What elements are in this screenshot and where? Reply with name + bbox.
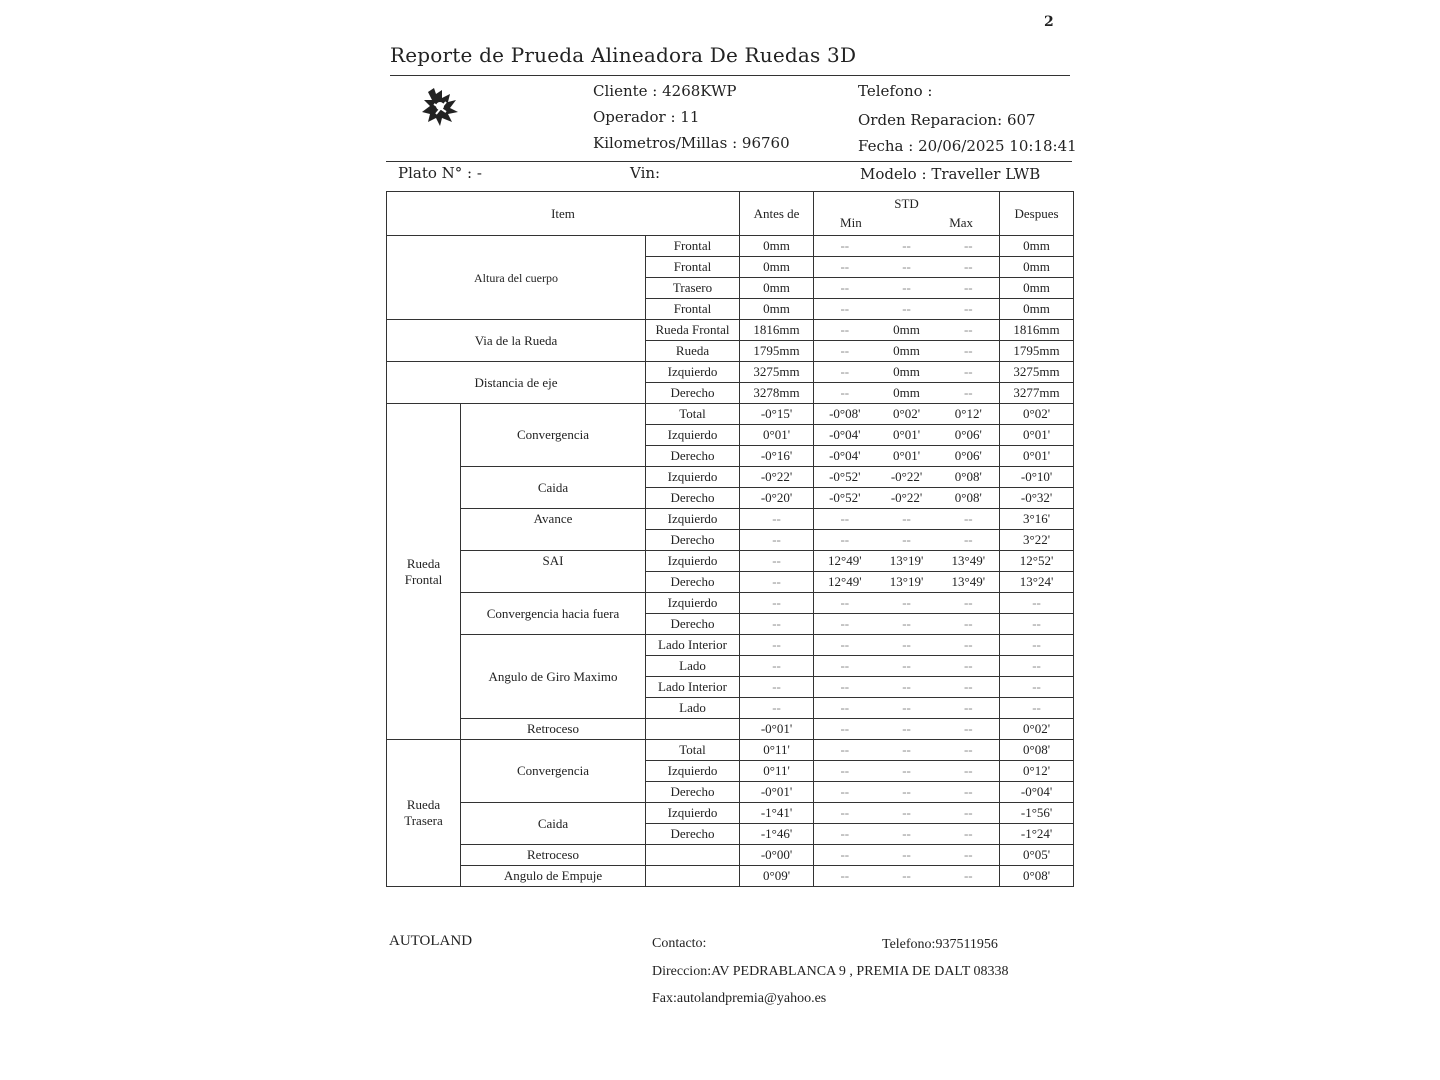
cell-max: -- [938, 740, 1000, 761]
telefono-label: Telefono : [858, 82, 933, 100]
cell-antes: -1°46' [740, 824, 814, 845]
cell-despues: -1°24' [1000, 824, 1074, 845]
table-row [387, 509, 1074, 530]
cell-sub: Lado Interior [646, 677, 740, 698]
cell-sub: Lado [646, 656, 740, 677]
cell-max: -- [938, 614, 1000, 635]
cell-min: -- [814, 719, 876, 740]
group-distancia: Distancia de eje [387, 362, 646, 404]
operador-label: Operador : [593, 108, 676, 126]
cell-std: -- [876, 278, 938, 299]
table-row [387, 467, 1074, 488]
cell-sub: Derecho [646, 446, 740, 467]
header-std-max: Max [949, 215, 974, 230]
footer-contacto-label: Contacto: [652, 936, 707, 951]
cell-despues: 3°22' [1000, 530, 1074, 551]
alignment-table [386, 191, 1074, 887]
table-row [387, 404, 1074, 425]
cell-antes: -- [740, 635, 814, 656]
cell-std: -- [876, 635, 938, 656]
cell-std: -- [876, 509, 938, 530]
cell-sub: Derecho [646, 572, 740, 593]
cell-std: -- [876, 698, 938, 719]
cell-min: -0°04' [814, 425, 876, 446]
group-caida-trasera: Caida [461, 803, 646, 845]
cell-sub [646, 845, 740, 866]
table-row [387, 740, 1074, 761]
footer-direccion: Direccion:AV PEDRABLANCA 9 , PREMIA DE DALT 08338 [652, 964, 1009, 979]
fecha-label: Fecha : [858, 137, 914, 155]
modelo-label: Modelo : [860, 165, 927, 183]
cell-min: -- [814, 383, 876, 404]
orden-field [858, 111, 1036, 129]
operador-field [593, 108, 699, 126]
cell-antes: 0mm [740, 236, 814, 257]
group-via: Via de la Rueda [387, 320, 646, 362]
cell-sub: Trasero [646, 278, 740, 299]
cell-antes: -0°01' [740, 782, 814, 803]
plato-value: - [476, 164, 482, 182]
cell-antes: -0°20' [740, 488, 814, 509]
cliente-label: Cliente : [593, 82, 658, 100]
cell-std: -0°22' [876, 467, 938, 488]
cell-std: -- [876, 803, 938, 824]
cell-sub: Derecho [646, 614, 740, 635]
table-row [387, 593, 1074, 614]
cell-antes: -- [740, 656, 814, 677]
cell-despues: 0°05' [1000, 845, 1074, 866]
cell-max: -- [938, 236, 1000, 257]
cell-despues: 3°16' [1000, 509, 1074, 530]
cell-sub: Derecho [646, 782, 740, 803]
cell-despues: -1°56' [1000, 803, 1074, 824]
cell-min: -- [814, 824, 876, 845]
cell-std: -- [876, 824, 938, 845]
cell-despues: 0°08' [1000, 866, 1074, 887]
cell-sub: Izquierdo [646, 803, 740, 824]
cell-antes: -- [740, 530, 814, 551]
cell-antes: -- [740, 698, 814, 719]
header-rule [386, 161, 1072, 162]
cell-sub: Derecho [646, 824, 740, 845]
cell-despues: -- [1000, 656, 1074, 677]
table-row [387, 866, 1074, 887]
cell-max: -- [938, 761, 1000, 782]
vin-label: Vin: [630, 164, 661, 182]
cell-despues: 0mm [1000, 257, 1074, 278]
group-convergencia-trasera: Convergencia [461, 740, 646, 803]
cell-min: -- [814, 782, 876, 803]
group-retroceso-trasera: Retroceso [461, 845, 646, 866]
kilometros-field [593, 134, 790, 152]
kilometros-value: 96760 [741, 134, 790, 152]
cell-max: -- [938, 719, 1000, 740]
cell-max: 13°49' [938, 551, 1000, 572]
modelo-field [860, 165, 1040, 183]
cell-sub: Izquierdo [646, 467, 740, 488]
cell-antes: -- [740, 593, 814, 614]
cell-sub: Derecho [646, 383, 740, 404]
cell-sub: Total [646, 404, 740, 425]
cell-antes: 0°11' [740, 761, 814, 782]
cell-min: -- [814, 341, 876, 362]
group-rueda-frontal: Rueda Frontal [387, 404, 461, 740]
cell-antes: -0°00' [740, 845, 814, 866]
cell-min: -- [814, 257, 876, 278]
table-row [387, 803, 1074, 824]
footer-fax: Fax:autolandpremia@yahoo.es [652, 991, 827, 1006]
kilometros-label: Kilometros/Millas : [593, 134, 738, 152]
group-conv-fuera: Convergencia hacia fuera [461, 593, 646, 635]
header-despues: Despues [1000, 192, 1074, 236]
cell-sub: Lado [646, 698, 740, 719]
cell-despues: 0°08' [1000, 740, 1074, 761]
cell-std: -- [876, 719, 938, 740]
cell-max: -- [938, 803, 1000, 824]
cell-antes: 0°11' [740, 740, 814, 761]
cell-despues: 0°02' [1000, 719, 1074, 740]
modelo-value: Traveller LWB [931, 165, 1041, 183]
cell-sub: Frontal [646, 299, 740, 320]
header-antes: Antes de [740, 192, 814, 236]
cell-std: 13°19' [876, 572, 938, 593]
table-row [387, 719, 1074, 740]
footer-company: AUTOLAND [389, 933, 473, 949]
lion-logo-icon [420, 86, 462, 128]
cell-std: -- [876, 782, 938, 803]
cell-despues: 13°24' [1000, 572, 1074, 593]
cell-sub: Izquierdo [646, 362, 740, 383]
cell-despues: 0mm [1000, 236, 1074, 257]
orden-label: Orden Reparacion: [858, 111, 1003, 129]
cliente-field [593, 82, 736, 100]
cell-std: 0mm [876, 383, 938, 404]
cell-max: 0°06' [938, 446, 1000, 467]
table-row [387, 236, 1074, 257]
cell-max: -- [938, 635, 1000, 656]
cell-sub: Derecho [646, 530, 740, 551]
cell-despues: 3277mm [1000, 383, 1074, 404]
cell-sub: Total [646, 740, 740, 761]
cell-min: -- [814, 740, 876, 761]
cell-min: -- [814, 761, 876, 782]
cell-std: -- [876, 593, 938, 614]
cell-min: -- [814, 362, 876, 383]
cell-antes: 3278mm [740, 383, 814, 404]
cell-sub: Frontal [646, 236, 740, 257]
table-row [387, 635, 1074, 656]
cell-max: 0°08' [938, 488, 1000, 509]
cell-sub: Izquierdo [646, 509, 740, 530]
cell-std: -- [876, 530, 938, 551]
cell-min: -- [814, 635, 876, 656]
cell-sub: Izquierdo [646, 593, 740, 614]
cell-antes: 0mm [740, 299, 814, 320]
cell-max: -- [938, 866, 1000, 887]
cell-max: -- [938, 299, 1000, 320]
cell-std: 0mm [876, 320, 938, 341]
cell-despues: 0°01' [1000, 425, 1074, 446]
cell-antes: -0°15' [740, 404, 814, 425]
cell-sub: Lado Interior [646, 635, 740, 656]
cell-max: -- [938, 530, 1000, 551]
cell-min: 12°49' [814, 572, 876, 593]
cell-antes: -0°16' [740, 446, 814, 467]
table-row [387, 362, 1074, 383]
cell-min: -0°52' [814, 488, 876, 509]
cell-despues: 3275mm [1000, 362, 1074, 383]
group-sai: SAI [461, 551, 646, 593]
cell-despues: 0°01' [1000, 446, 1074, 467]
cell-sub: Frontal [646, 257, 740, 278]
cell-max: -- [938, 698, 1000, 719]
cell-std: -- [876, 866, 938, 887]
cell-despues: 1816mm [1000, 320, 1074, 341]
cell-antes: 0°01' [740, 425, 814, 446]
group-avance: Avance [461, 509, 646, 551]
cell-despues: -0°10' [1000, 467, 1074, 488]
cell-max: 0°12' [938, 404, 1000, 425]
cell-std: -- [876, 299, 938, 320]
cell-min: -- [814, 320, 876, 341]
cell-min: -0°08' [814, 404, 876, 425]
cell-max: -- [938, 824, 1000, 845]
cell-despues: 0°02' [1000, 404, 1074, 425]
cell-despues: 12°52' [1000, 551, 1074, 572]
cell-max: -- [938, 383, 1000, 404]
cell-min: -- [814, 236, 876, 257]
page-number-mark: 2 [1044, 14, 1054, 30]
cell-max: -- [938, 320, 1000, 341]
cell-std: -- [876, 677, 938, 698]
cell-antes: 3275mm [740, 362, 814, 383]
cell-min: -- [814, 677, 876, 698]
cell-despues: -0°32' [1000, 488, 1074, 509]
cell-despues: -- [1000, 677, 1074, 698]
cell-max: -- [938, 593, 1000, 614]
cell-std: 0°01' [876, 446, 938, 467]
cell-max: -- [938, 677, 1000, 698]
cell-antes: -1°41' [740, 803, 814, 824]
group-angulo-giro: Angulo de Giro Maximo [461, 635, 646, 719]
cell-antes: -0°22' [740, 467, 814, 488]
footer-telefono: Telefono:937511956 [882, 937, 998, 952]
cliente-value: 4268KWP [662, 82, 737, 100]
table-row [387, 845, 1074, 866]
cell-antes: 1795mm [740, 341, 814, 362]
cell-sub: Rueda Frontal [646, 320, 740, 341]
cell-despues: 0mm [1000, 299, 1074, 320]
cell-std: 0°01' [876, 425, 938, 446]
cell-min: -0°04' [814, 446, 876, 467]
header-std-min: Min [840, 215, 862, 230]
cell-max: -- [938, 656, 1000, 677]
cell-std: -- [876, 257, 938, 278]
group-altura: Altura del cuerpo [387, 236, 646, 320]
cell-despues: 1795mm [1000, 341, 1074, 362]
header-item: Item [387, 192, 740, 236]
fecha-field [858, 137, 1077, 155]
cell-min: -- [814, 845, 876, 866]
cell-antes: -0°01' [740, 719, 814, 740]
report-title: Reporte de Prueda Alineadora De Ruedas 3D [390, 43, 857, 67]
cell-std: -- [876, 656, 938, 677]
cell-despues: 0mm [1000, 278, 1074, 299]
cell-sub [646, 719, 740, 740]
cell-antes: -- [740, 572, 814, 593]
cell-despues: -- [1000, 635, 1074, 656]
cell-min: -- [814, 698, 876, 719]
cell-min: -- [814, 299, 876, 320]
cell-max: -- [938, 257, 1000, 278]
cell-sub: Derecho [646, 488, 740, 509]
group-retroceso: Retroceso [461, 719, 646, 740]
cell-std: -- [876, 740, 938, 761]
cell-max: -- [938, 509, 1000, 530]
cell-max: -- [938, 278, 1000, 299]
cell-sub: Rueda [646, 341, 740, 362]
table-header-row [387, 192, 1074, 236]
cell-despues: -- [1000, 593, 1074, 614]
cell-despues: -0°04' [1000, 782, 1074, 803]
table-row [387, 320, 1074, 341]
cell-despues: 0°12' [1000, 761, 1074, 782]
group-rueda-trasera: Rueda Trasera [387, 740, 461, 887]
cell-antes: 0mm [740, 257, 814, 278]
cell-min: -- [814, 803, 876, 824]
telefono-field [858, 82, 933, 100]
cell-std: -- [876, 845, 938, 866]
cell-sub: Izquierdo [646, 551, 740, 572]
table-row [387, 551, 1074, 572]
cell-sub [646, 866, 740, 887]
footer-contacto [652, 936, 706, 952]
header-std-title: STD [894, 196, 919, 211]
cell-max: 0°08' [938, 467, 1000, 488]
cell-antes: -- [740, 614, 814, 635]
cell-min: 12°49' [814, 551, 876, 572]
plato-field [398, 164, 482, 182]
cell-antes: -- [740, 509, 814, 530]
cell-min: -- [814, 509, 876, 530]
title-rule [390, 75, 1070, 76]
cell-std: 0mm [876, 362, 938, 383]
cell-max: 0°06' [938, 425, 1000, 446]
cell-antes: -- [740, 677, 814, 698]
cell-max: 13°49' [938, 572, 1000, 593]
cell-antes: 1816mm [740, 320, 814, 341]
cell-max: -- [938, 782, 1000, 803]
fecha-value: 20/06/2025 10:18:41 [918, 137, 1077, 155]
cell-despues: -- [1000, 698, 1074, 719]
cell-sub: Izquierdo [646, 425, 740, 446]
cell-min: -- [814, 593, 876, 614]
cell-std: 0°02' [876, 404, 938, 425]
cell-std: -- [876, 236, 938, 257]
cell-min: -- [814, 656, 876, 677]
header-std [814, 192, 1000, 236]
cell-min: -- [814, 278, 876, 299]
cell-antes: -- [740, 551, 814, 572]
cell-despues: -- [1000, 614, 1074, 635]
cell-max: -- [938, 362, 1000, 383]
group-angulo-empuje: Angulo de Empuje [461, 866, 646, 887]
plato-label: Plato N° : [398, 164, 473, 182]
cell-antes: 0°09' [740, 866, 814, 887]
cell-min: -0°52' [814, 467, 876, 488]
cell-std: 0mm [876, 341, 938, 362]
cell-std: 13°19' [876, 551, 938, 572]
cell-min: -- [814, 866, 876, 887]
cell-std: -0°22' [876, 488, 938, 509]
cell-std: -- [876, 614, 938, 635]
cell-min: -- [814, 614, 876, 635]
cell-antes: 0mm [740, 278, 814, 299]
group-convergencia: Convergencia [461, 404, 646, 467]
orden-value: 607 [1006, 111, 1036, 129]
vin-field [630, 164, 660, 182]
cell-min: -- [814, 530, 876, 551]
operador-value: 11 [680, 108, 700, 126]
cell-std: -- [876, 761, 938, 782]
cell-max: -- [938, 341, 1000, 362]
group-caida: Caida [461, 467, 646, 509]
cell-sub: Izquierdo [646, 761, 740, 782]
cell-max: -- [938, 845, 1000, 866]
